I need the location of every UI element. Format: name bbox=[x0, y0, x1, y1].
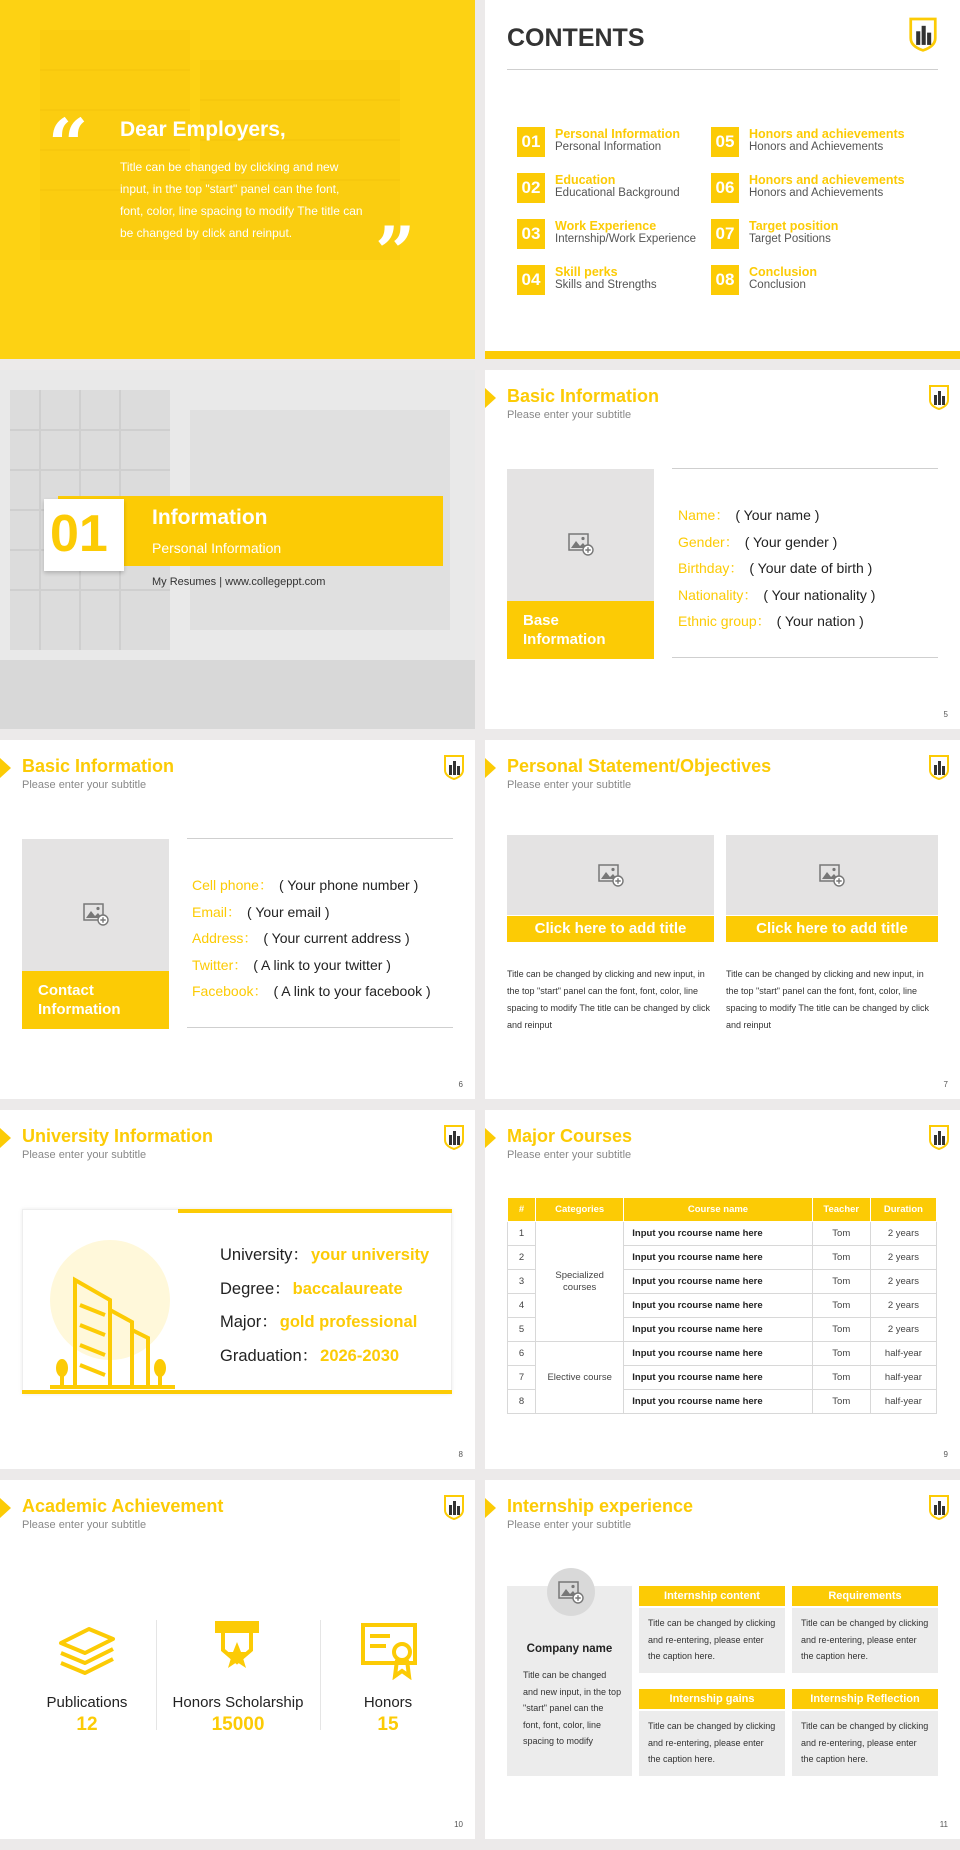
slide-title: Dear Employers, bbox=[120, 118, 286, 141]
toc-subtitle: Conclusion bbox=[749, 279, 806, 291]
toc-title: Skill perks bbox=[555, 265, 618, 279]
toc-number: 01 bbox=[517, 127, 545, 157]
teacher-cell: Tom bbox=[812, 1246, 870, 1270]
courses-table bbox=[507, 1197, 937, 1414]
divider-bottom bbox=[672, 657, 938, 658]
divider bbox=[507, 69, 938, 70]
slide-dear-employers bbox=[0, 0, 475, 359]
table-row bbox=[508, 1342, 937, 1366]
card-title[interactable]: Internship content bbox=[639, 1586, 785, 1606]
info-value[interactable]: gold professional bbox=[279, 1313, 418, 1331]
logo-icon bbox=[443, 1124, 465, 1150]
achievement-label: Honors bbox=[363, 1694, 413, 1711]
row-number: 7 bbox=[508, 1366, 536, 1390]
info-row bbox=[678, 611, 864, 631]
logo-icon bbox=[928, 754, 950, 780]
photo-placeholder[interactable] bbox=[507, 469, 654, 659]
slide-basic-information bbox=[485, 370, 960, 729]
page-number: 5 bbox=[943, 710, 948, 719]
box-label: Base Information bbox=[507, 601, 654, 659]
header-arrow bbox=[0, 1128, 11, 1148]
slide-title: Internship experience bbox=[507, 1496, 694, 1516]
course-name-cell[interactable]: Input you rcourse name here bbox=[624, 1318, 812, 1342]
row-number: 2 bbox=[508, 1246, 536, 1270]
header-arrow bbox=[485, 388, 496, 408]
achievement-label: Honors Scholarship bbox=[172, 1694, 304, 1711]
toc-subtitle: Honors and Achievements bbox=[749, 141, 884, 153]
box-label: Contact Information bbox=[22, 971, 169, 1029]
add-image-icon bbox=[598, 863, 624, 887]
course-name-cell[interactable]: Input you rcourse name here bbox=[624, 1246, 812, 1270]
toc-title: Personal Information bbox=[555, 127, 681, 141]
info-key: Major： bbox=[220, 1313, 278, 1331]
info-value[interactable]: ( Your current address ) bbox=[263, 930, 410, 946]
info-row bbox=[192, 902, 330, 922]
logo-icon bbox=[928, 1124, 950, 1150]
info-key: Ethnic group： bbox=[678, 613, 771, 629]
toc-title: Honors and achievements bbox=[749, 173, 905, 187]
footer-bar bbox=[485, 351, 960, 359]
slide-title: Basic Information bbox=[507, 386, 660, 406]
info-row bbox=[192, 928, 410, 948]
info-key: Birthday： bbox=[678, 560, 744, 576]
toc-item[interactable] bbox=[517, 127, 717, 159]
company-text: Title can be changed and new input, in the top "start" panel can the font, font, color, line spacing to modify bbox=[523, 1670, 622, 1746]
course-name-cell[interactable]: Input you rcourse name here bbox=[624, 1222, 812, 1246]
course-name-cell[interactable]: Input you rcourse name here bbox=[624, 1294, 812, 1318]
add-image-icon bbox=[83, 902, 109, 926]
page-number: 8 bbox=[458, 1450, 463, 1459]
page-number: 10 bbox=[454, 1820, 463, 1829]
row-number: 6 bbox=[508, 1342, 536, 1366]
slide-subtitle: Please enter your subtitle bbox=[22, 779, 147, 791]
category-cell: Specialized courses bbox=[536, 1222, 624, 1342]
card-text: Title can be changed by clicking and re-entering, please enter the caption here. bbox=[648, 1721, 776, 1764]
toc-title: Conclusion bbox=[749, 265, 818, 279]
card-title[interactable]: Click here to add title bbox=[726, 916, 938, 942]
card-text: Title can be changed by clicking and re-entering, please enter the caption here. bbox=[801, 1721, 929, 1764]
achievement-value: 15 bbox=[377, 1714, 399, 1735]
page-number: 9 bbox=[943, 1450, 948, 1459]
logo-icon bbox=[928, 384, 950, 410]
page-number: 7 bbox=[943, 1080, 948, 1089]
card-text: Title can be changed by clicking and new input, in the top "start" panel can the font, font, color, line spacing to modify The title can be changed by click and reinput bbox=[507, 969, 710, 1030]
slide-subtitle: Please enter your subtitle bbox=[507, 779, 632, 791]
info-key: Facebook： bbox=[192, 983, 268, 999]
toc-number: 05 bbox=[711, 127, 739, 157]
toc-item[interactable] bbox=[711, 265, 911, 297]
teacher-cell: Tom bbox=[812, 1222, 870, 1246]
row-number: 8 bbox=[508, 1390, 536, 1414]
info-value[interactable]: baccalaureate bbox=[292, 1279, 403, 1298]
info-row bbox=[678, 558, 872, 578]
toc-number: 06 bbox=[711, 173, 739, 203]
table-row bbox=[508, 1222, 937, 1246]
info-key: Degree： bbox=[220, 1279, 291, 1298]
duration-cell: 2 years bbox=[870, 1222, 936, 1246]
slide-internship-experience bbox=[485, 1480, 960, 1839]
slide-title: Academic Achievement bbox=[22, 1496, 224, 1516]
duration-cell: half-year bbox=[870, 1342, 936, 1366]
slide-subtitle: Please enter your subtitle bbox=[507, 409, 632, 421]
table-header-cell: Duration bbox=[870, 1198, 936, 1222]
row-number: 1 bbox=[508, 1222, 536, 1246]
info-key: Name： bbox=[678, 507, 730, 523]
teacher-cell: Tom bbox=[812, 1342, 870, 1366]
teacher-cell: Tom bbox=[812, 1318, 870, 1342]
toc-number: 07 bbox=[711, 219, 739, 249]
info-key: Twitter： bbox=[192, 956, 248, 973]
info-key: Gender： bbox=[678, 533, 739, 550]
duration-cell: 2 years bbox=[870, 1294, 936, 1318]
info-row bbox=[192, 981, 431, 1001]
info-value[interactable]: ( Your nation ) bbox=[776, 613, 864, 629]
company-logo-placeholder[interactable] bbox=[547, 1568, 595, 1616]
duration-cell: half-year bbox=[870, 1366, 936, 1390]
header-arrow bbox=[485, 758, 496, 778]
info-value[interactable]: ( A link to your facebook ) bbox=[273, 983, 431, 999]
category-cell: Elective course bbox=[536, 1342, 624, 1414]
header-arrow bbox=[485, 1128, 496, 1148]
info-value[interactable]: ( A link to your twitter ) bbox=[253, 956, 391, 973]
info-row bbox=[678, 585, 875, 605]
toc-item[interactable] bbox=[517, 173, 717, 205]
section-title: Information bbox=[152, 506, 268, 529]
teacher-cell: Tom bbox=[812, 1366, 870, 1390]
toc-subtitle: Educational Background bbox=[555, 187, 680, 199]
slide-university-information bbox=[0, 1110, 475, 1469]
card-bottom-accent bbox=[22, 1390, 452, 1394]
company-name: Company name bbox=[526, 1643, 613, 1655]
info-row bbox=[220, 1275, 403, 1299]
teacher-cell: Tom bbox=[812, 1390, 870, 1414]
card-title[interactable]: Click here to add title bbox=[507, 916, 714, 942]
section-link-line: My Resumes | www.collegeppt.com bbox=[152, 576, 326, 588]
info-key: Nationality： bbox=[678, 586, 758, 603]
card-title[interactable]: Requirements bbox=[792, 1586, 938, 1606]
info-key: Address： bbox=[192, 930, 258, 946]
info-row bbox=[192, 875, 418, 895]
info-value[interactable]: 2026-2030 bbox=[320, 1346, 400, 1365]
slide-academic-achievement bbox=[0, 1480, 475, 1839]
toc-number: 04 bbox=[517, 265, 545, 295]
info-row bbox=[220, 1241, 429, 1265]
building-icon bbox=[50, 1230, 175, 1390]
card-text: Title can be changed by clicking and new input, in the top "start" panel can the font, font, color, line spacing to modify The title can be changed by click and reinput bbox=[726, 969, 929, 1030]
slide-contents bbox=[485, 0, 960, 359]
header-arrow bbox=[0, 758, 11, 778]
row-number: 3 bbox=[508, 1270, 536, 1294]
section-number: 01 bbox=[50, 505, 108, 563]
slide-title: Basic Information bbox=[22, 756, 175, 776]
info-value[interactable]: ( Your gender ) bbox=[744, 533, 838, 550]
toc-title: Work Experience bbox=[555, 219, 657, 233]
info-key: Cell phone： bbox=[192, 877, 273, 893]
info-value[interactable]: your university bbox=[310, 1246, 430, 1264]
add-image-icon bbox=[558, 1580, 584, 1604]
slide-major-courses bbox=[485, 1110, 960, 1469]
course-name-cell[interactable]: Input you rcourse name here bbox=[624, 1390, 812, 1414]
achievement-value: 12 bbox=[76, 1714, 98, 1735]
toc-item[interactable] bbox=[711, 219, 911, 251]
toc-title: Honors and achievements bbox=[749, 127, 905, 141]
course-name-cell[interactable]: Input you rcourse name here bbox=[624, 1270, 812, 1294]
photo-placeholder[interactable] bbox=[22, 839, 169, 1029]
row-number: 4 bbox=[508, 1294, 536, 1318]
toc-subtitle: Target Positions bbox=[749, 233, 831, 245]
duration-cell: 2 years bbox=[870, 1318, 936, 1342]
slide-subtitle: Please enter your subtitle bbox=[22, 1149, 147, 1161]
row-number: 5 bbox=[508, 1318, 536, 1342]
toc-number: 08 bbox=[711, 265, 739, 295]
close-quote-mark: ” bbox=[375, 211, 416, 294]
card-image-placeholder[interactable] bbox=[507, 835, 714, 915]
info-row bbox=[678, 532, 837, 552]
slide-body-text: Title can be changed by clicking and new input, in the top "start" panel can the font, font, color, line spacing to modify The title can be changed by click and reinput. bbox=[120, 160, 363, 240]
slide-section-divider bbox=[0, 370, 475, 729]
teacher-cell: Tom bbox=[812, 1294, 870, 1318]
medal-icon bbox=[213, 1620, 261, 1678]
open-quote-mark: “ bbox=[48, 103, 89, 186]
course-name-cell[interactable]: Input you rcourse name here bbox=[624, 1342, 812, 1366]
slide-subtitle: Please enter your subtitle bbox=[507, 1149, 632, 1161]
toc-subtitle: Skills and Strengths bbox=[555, 279, 657, 291]
toc-number: 02 bbox=[517, 173, 545, 203]
table-header-cell: Teacher bbox=[812, 1198, 870, 1222]
divider-bottom bbox=[187, 1027, 453, 1028]
card-title[interactable]: Internship gains bbox=[639, 1689, 785, 1709]
toc-title: Education bbox=[555, 173, 616, 187]
logo-icon bbox=[928, 1494, 950, 1520]
contents-title: CONTENTS bbox=[507, 24, 645, 52]
table-header-cell: Categories bbox=[536, 1198, 624, 1222]
toc-item[interactable] bbox=[517, 265, 717, 297]
slide-title: Major Courses bbox=[507, 1126, 633, 1146]
info-key: Email： bbox=[192, 903, 242, 920]
info-value[interactable]: ( Your phone number ) bbox=[278, 877, 419, 893]
logo-icon bbox=[443, 1494, 465, 1520]
add-image-icon bbox=[819, 863, 845, 887]
duration-cell: 2 years bbox=[870, 1270, 936, 1294]
card-text: Title can be changed by clicking and re-entering, please enter the caption here. bbox=[801, 1618, 929, 1661]
slide-title: University Information bbox=[22, 1126, 214, 1146]
header-arrow bbox=[485, 1498, 496, 1518]
header-arrow bbox=[0, 1498, 11, 1518]
slide-title: Personal Statement/Objectives bbox=[507, 756, 772, 776]
divider-top bbox=[672, 468, 938, 469]
achievement-label: Publications bbox=[46, 1694, 128, 1711]
page-number: 6 bbox=[458, 1080, 463, 1089]
toc-item[interactable] bbox=[517, 219, 717, 251]
toc-item[interactable] bbox=[711, 173, 911, 205]
info-row bbox=[220, 1308, 417, 1332]
info-value[interactable]: ( Your email ) bbox=[247, 903, 330, 920]
info-row bbox=[220, 1342, 399, 1366]
table-header-cell: Course name bbox=[624, 1198, 812, 1222]
info-value[interactable]: ( Your date of birth ) bbox=[749, 560, 873, 576]
info-key: Graduation： bbox=[220, 1346, 319, 1365]
slide-personal-statement bbox=[485, 740, 960, 1099]
section-subtitle: Personal Information bbox=[152, 540, 282, 556]
info-value[interactable]: ( Your name ) bbox=[735, 507, 820, 523]
toc-title: Target position bbox=[749, 219, 839, 233]
slide-subtitle: Please enter your subtitle bbox=[507, 1519, 632, 1531]
info-key: University： bbox=[220, 1246, 309, 1264]
slide-contact-information bbox=[0, 740, 475, 1099]
info-row bbox=[678, 505, 819, 525]
certificate-icon bbox=[360, 1622, 418, 1680]
toc-number: 03 bbox=[517, 219, 545, 249]
page-number: 11 bbox=[939, 1820, 948, 1829]
books-icon bbox=[57, 1623, 117, 1679]
info-row bbox=[192, 955, 391, 975]
info-value[interactable]: ( Your nationality ) bbox=[763, 586, 876, 603]
toc-item[interactable] bbox=[711, 127, 911, 159]
card-text: Title can be changed by clicking and re-entering, please enter the caption here. bbox=[648, 1618, 776, 1661]
duration-cell: 2 years bbox=[870, 1246, 936, 1270]
slide-subtitle: Please enter your subtitle bbox=[22, 1519, 147, 1531]
card-title[interactable]: Internship Reflection bbox=[792, 1689, 938, 1709]
card-image-placeholder[interactable] bbox=[726, 835, 938, 915]
course-name-cell[interactable]: Input you rcourse name here bbox=[624, 1366, 812, 1390]
logo-icon bbox=[908, 16, 938, 52]
toc-subtitle: Honors and Achievements bbox=[749, 187, 884, 199]
card-top-accent bbox=[178, 1209, 452, 1213]
logo-icon bbox=[443, 754, 465, 780]
teacher-cell: Tom bbox=[812, 1270, 870, 1294]
add-image-icon bbox=[568, 532, 594, 556]
toc-subtitle: Personal Information bbox=[555, 141, 662, 153]
duration-cell: half-year bbox=[870, 1390, 936, 1414]
table-header-cell: # bbox=[508, 1198, 536, 1222]
achievement-value: 15000 bbox=[211, 1714, 265, 1735]
divider-top bbox=[187, 838, 453, 839]
toc-subtitle: Internship/Work Experience bbox=[555, 233, 697, 245]
